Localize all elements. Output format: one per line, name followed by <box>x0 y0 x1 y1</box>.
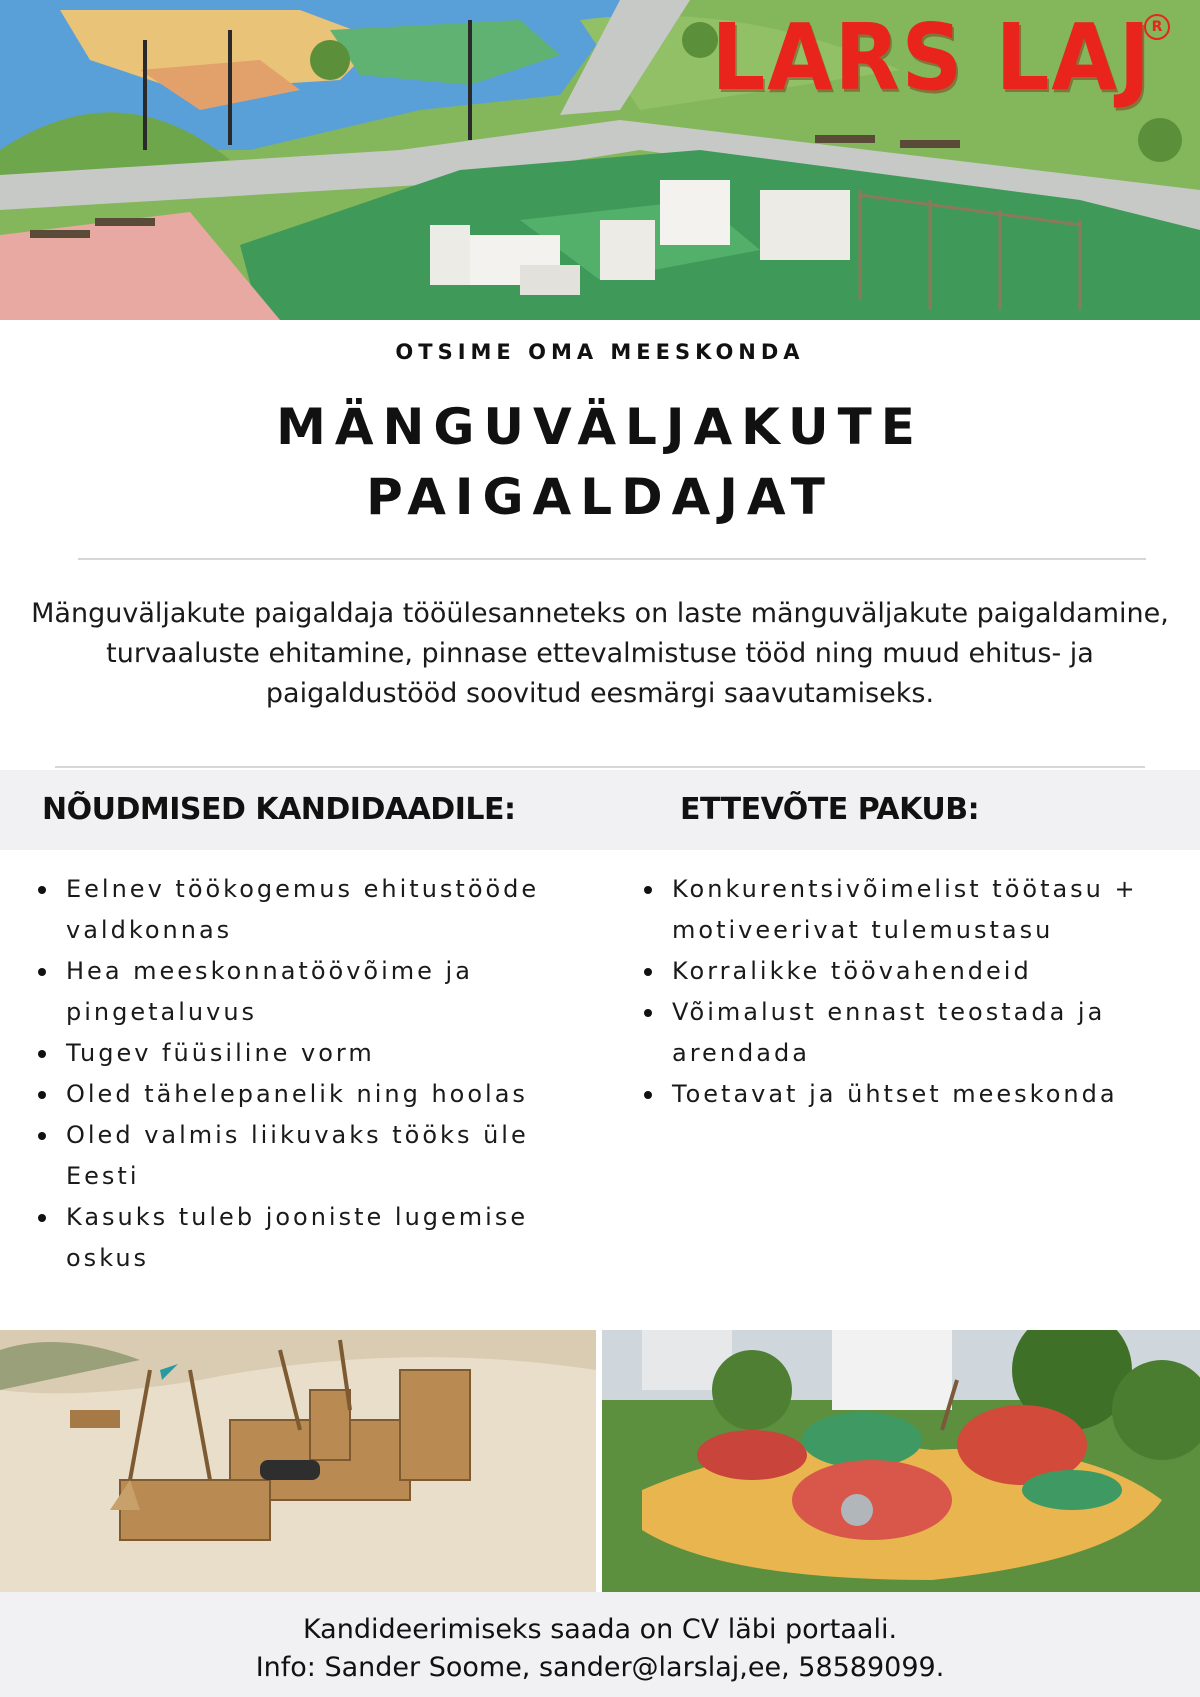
list-item: Oled tähelepanelik ning hoolas <box>38 1074 598 1115</box>
mound-playground-photo <box>602 1330 1200 1592</box>
mound-playground-illustration <box>602 1330 1200 1592</box>
list-item: Võimalust ennast teostada ja arendada <box>644 992 1184 1074</box>
page-title <box>0 392 1200 532</box>
requirements-heading: NÕUDMISED KANDIDAADILE: <box>42 792 516 827</box>
divider <box>55 766 1145 768</box>
footer <box>0 1592 1200 1697</box>
company-logo: LARS LAJ <box>711 4 1152 111</box>
sand-playground-illustration <box>0 1330 596 1592</box>
list-item: Korralikke töövahendeid <box>644 951 1184 992</box>
list-item: Hea meeskonnatöövõime ja pingetaluvus <box>38 951 598 1033</box>
offers-heading: ETTEVÕTE PAKUB: <box>680 792 980 827</box>
list-item: Tugev füüsiline vorm <box>38 1033 598 1074</box>
requirements-list <box>38 869 598 1279</box>
list-item: Konkurentsivõimelist töötasu + motiveerivat tulemustasu <box>644 869 1184 951</box>
list-item: Oled valmis liikuvaks tööks üle Eesti <box>38 1115 598 1197</box>
list-item: Toetavat ja ühtset meeskonda <box>644 1074 1184 1115</box>
list-item: Eelnev töökogemus ehitustööde valdkonnas <box>38 869 598 951</box>
registered-mark-icon: R <box>1144 14 1170 40</box>
kicker-text: OTSIME OMA MEESKONDA <box>395 340 805 364</box>
title-line-2: PAIGALDAJAT <box>366 468 834 526</box>
footer-apply-text: Kandideerimiseks saada on CV läbi portaali. <box>302 1614 898 1645</box>
hero-photo <box>0 0 1200 320</box>
offers-list <box>644 869 1184 1115</box>
title-line-1: MÄNGUVÄLJAKUTE <box>276 398 924 456</box>
footer-contact-text: Info: Sander Soome, sander@larslaj,ee, 58589099. <box>255 1652 945 1683</box>
intro-paragraph: Mänguväljakute paigaldaja tööülesanneteks on laste mänguväljakute paigaldamine, turvaaluste ehitamine, pinnase ettevalmistuse tööd ning muud ehitus- ja paigaldustööd soovitud eesmärgi saavutamiseks. <box>31 598 1169 709</box>
sand-playground-photo <box>0 1330 596 1592</box>
list-item: Kasuks tuleb jooniste lugemise oskus <box>38 1197 598 1279</box>
divider <box>78 558 1146 560</box>
